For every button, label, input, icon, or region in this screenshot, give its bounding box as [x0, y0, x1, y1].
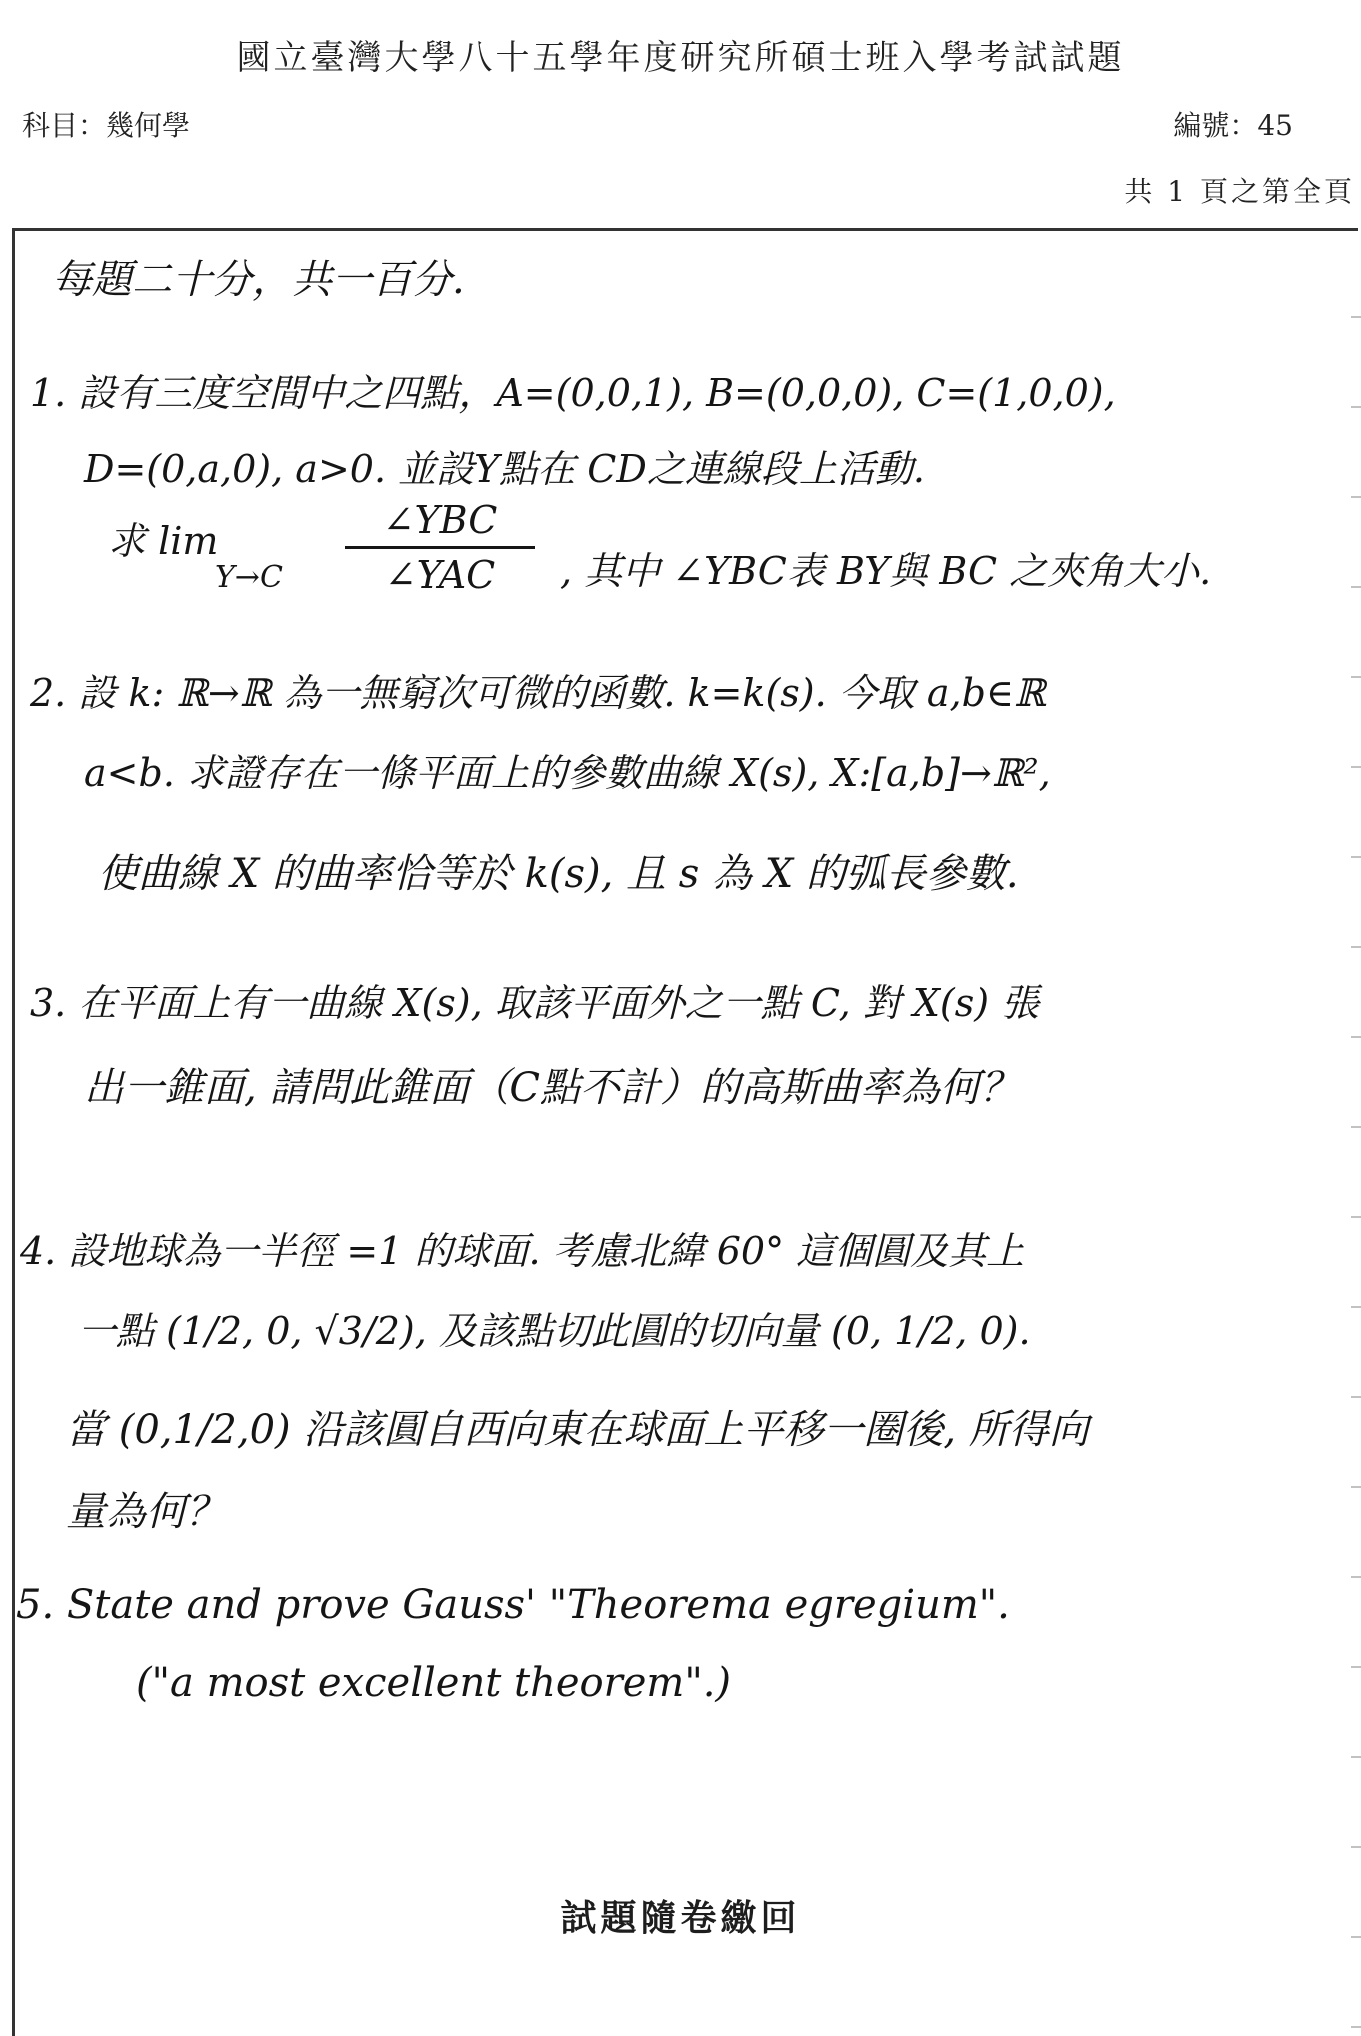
limit-subscript: Y→C — [215, 560, 283, 595]
question-1-find: 求 lim — [108, 519, 219, 563]
question-2-line-1: 2. 設 k: ℝ→ℝ 為一無窮次可微的函數. k=k(s). 今取 a,b∈ℝ — [30, 671, 1046, 715]
question-1-line-1: 1. 設有三度空間中之四點，A=(0,0,1), B=(0,0,0), C=(1,0,0), — [30, 371, 1116, 415]
scoring-note: 每題二十分，共一百分. — [52, 257, 465, 303]
question-4-line-3: 當 (0,1/2,0) 沿該圓自西向東在球面上平移一圈後, 所得向 — [66, 1407, 1089, 1453]
question-5-line-1: 5. State and prove Gauss' "Theorema egregium". — [16, 1582, 1010, 1628]
subject-label: 科目：幾何學 — [22, 109, 191, 142]
scan-edge-marks — [1351, 228, 1361, 2036]
question-4-line-1: 4. 設地球為一半徑 =1 的球面. 考慮北緯 60° 這個圓及其上 — [20, 1229, 1025, 1273]
question-4-line-2: 一點 (1/2, 0, √3/2), 及該點切此圓的切向量 (0, 1/2, 0). — [78, 1309, 1031, 1353]
exam-number: 編號：45 — [1173, 109, 1293, 142]
angle-ratio-fraction — [345, 498, 535, 597]
fraction-numerator: ∠YBC — [382, 498, 498, 542]
question-3-line-1: 3. 在平面上有一曲線 X(s), 取該平面外之一點 C, 對 X(s) 張 — [30, 981, 1040, 1025]
question-2-line-2: a<b. 求證存在一條平面上的參數曲線 X(s), X:[a,b]→ℝ², — [84, 751, 1051, 795]
question-1-line-2: D=(0,a,0), a>0. 並設Y點在 CD之連線段上活動. — [84, 447, 925, 491]
answer-frame — [12, 228, 1358, 2036]
question-1-tail: , 其中 ∠YBC表 BY與 BC 之夾角大小. — [560, 549, 1212, 593]
fraction-denominator: ∠YAC — [384, 553, 496, 597]
question-5-line-2: ("a most excellent theorem".) — [136, 1660, 732, 1706]
question-4-line-4: 量為何？ — [66, 1489, 226, 1535]
exam-title: 國立臺灣大學八十五學年度研究所碩士班入學考試試題 — [236, 38, 1125, 78]
question-3-line-2: 出一錐面, 請問此錐面（C點不計）的高斯曲率為何？ — [84, 1065, 1021, 1111]
return-note: 試題隨卷繳回 — [560, 1897, 801, 1939]
question-2-line-3: 使曲線 X 的曲率恰等於 k(s), 且 s 為 X 的弧長參數. — [98, 851, 1019, 897]
page-indicator: 共 1 頁之第全頁 — [1124, 175, 1355, 208]
